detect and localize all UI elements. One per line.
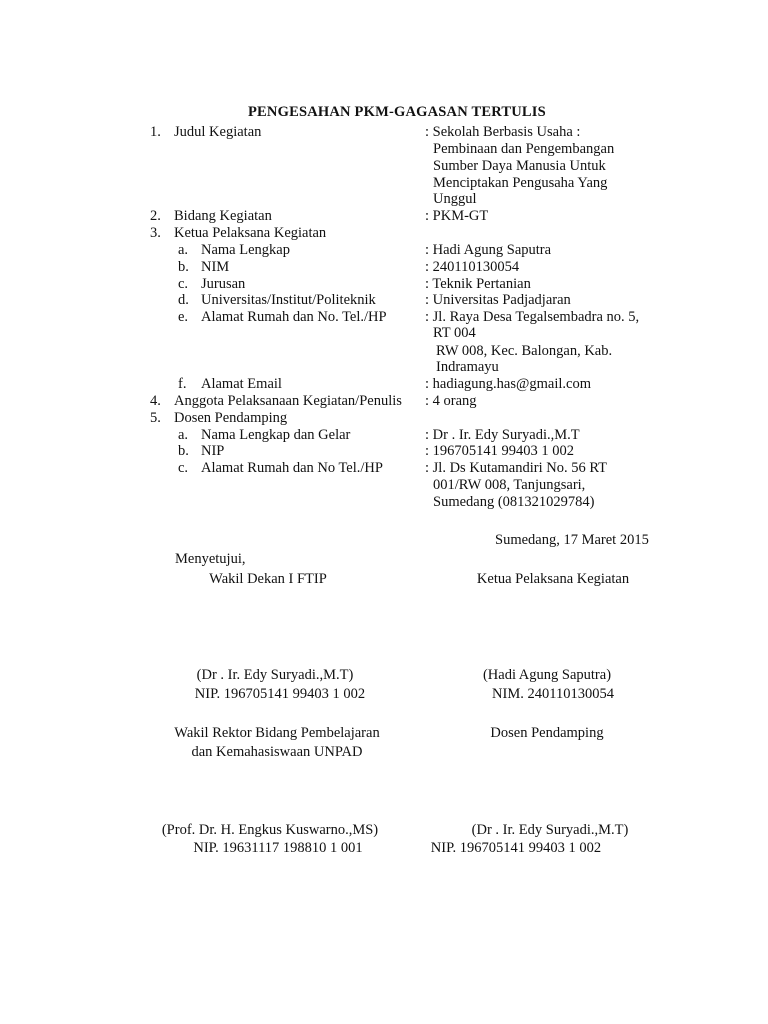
field-value: : Teknik Pertanian xyxy=(425,276,531,292)
field-value: Sumedang (081321029784) xyxy=(433,494,595,510)
signatory-name: (Hadi Agung Saputra) xyxy=(482,667,612,683)
field-value: : PKM-GT xyxy=(425,208,489,224)
sub-letter: a. xyxy=(178,427,189,443)
place-date: Sumedang, 17 Maret 2015 xyxy=(495,532,649,548)
signatory-name: (Prof. Dr. H. Engkus Kuswarno.,MS) xyxy=(161,822,379,838)
field-value: RT 004 xyxy=(433,325,476,341)
sub-letter: e. xyxy=(178,309,189,325)
signatory-role: Dosen Pendamping xyxy=(490,725,604,741)
field-value: : hadiagung.has@gmail.com xyxy=(425,376,591,392)
signatory-id: NIP. 196705141 99403 1 002 xyxy=(430,840,602,856)
signatory-name: (Dr . Ir. Edy Suryadi.,M.T) xyxy=(471,822,629,838)
sub-letter: c. xyxy=(178,276,189,292)
field-label: Alamat Rumah dan No Tel./HP xyxy=(201,460,383,476)
sub-letter: b. xyxy=(178,259,189,275)
sub-letter: a. xyxy=(178,242,189,258)
signatory-role: Wakil Rektor Bidang Pembelajaran xyxy=(174,725,380,741)
signatory-role: Ketua Pelaksana Kegiatan xyxy=(476,571,630,587)
item-number: 4. xyxy=(150,393,161,409)
field-label: Universitas/Institut/Politeknik xyxy=(201,292,376,308)
field-label: Judul Kegiatan xyxy=(174,124,262,140)
field-label: NIP xyxy=(201,443,225,459)
field-value: : 4 orang xyxy=(425,393,477,409)
signatory-role: dan Kemahasiswaan UNPAD xyxy=(191,744,363,760)
field-value: : Jl. Ds Kutamandiri No. 56 RT xyxy=(425,460,607,476)
field-label: Dosen Pendamping xyxy=(174,410,288,426)
signatory-id: NIM. 240110130054 xyxy=(492,686,614,702)
field-value: Indramayu xyxy=(436,359,499,375)
approval-label: Menyetujui, xyxy=(175,551,246,567)
field-value: : Sekolah Berbasis Usaha : xyxy=(425,124,581,140)
field-value: : Universitas Padjadjaran xyxy=(425,292,571,308)
field-label: Jurusan xyxy=(201,276,246,292)
item-number: 3. xyxy=(150,225,161,241)
signatory-id: NIP. 196705141 99403 1 002 xyxy=(194,686,366,702)
item-number: 1. xyxy=(150,124,161,140)
sub-letter: c. xyxy=(178,460,189,476)
field-value: : Jl. Raya Desa Tegalsembadra no. 5, xyxy=(425,309,640,325)
field-value: : 196705141 99403 1 002 xyxy=(425,443,575,459)
field-label: Nama Lengkap dan Gelar xyxy=(201,427,351,443)
signatory-id: NIP. 19631117 198810 1 001 xyxy=(193,840,363,856)
sub-letter: d. xyxy=(178,292,189,308)
item-number: 2. xyxy=(150,208,161,224)
field-value: RW 008, Kec. Balongan, Kab. xyxy=(436,343,613,359)
sub-letter: f. xyxy=(178,376,187,392)
field-value: : Hadi Agung Saputra xyxy=(425,242,552,258)
field-label: Anggota Pelaksanaan Kegiatan/Penulis xyxy=(174,393,402,409)
page-title: PENGESAHAN PKM-GAGASAN TERTULIS xyxy=(248,104,546,120)
field-value: 001/RW 008, Tanjungsari, xyxy=(433,477,586,493)
field-label: NIM xyxy=(201,259,230,275)
field-value: Unggul xyxy=(433,191,477,207)
field-value: : 240110130054 xyxy=(425,259,520,275)
field-label: Nama Lengkap xyxy=(201,242,290,258)
signatory-name: (Dr . Ir. Edy Suryadi.,M.T) xyxy=(196,667,354,683)
sub-letter: b. xyxy=(178,443,189,459)
item-number: 5. xyxy=(150,410,161,426)
field-value: Menciptakan Pengusaha Yang xyxy=(433,175,608,191)
field-label: Alamat Rumah dan No. Tel./HP xyxy=(201,309,387,325)
field-label: Bidang Kegiatan xyxy=(174,208,272,224)
field-value: Sumber Daya Manusia Untuk xyxy=(433,158,606,174)
signatory-role: Wakil Dekan I FTIP xyxy=(209,571,327,587)
field-value: : Dr . Ir. Edy Suryadi.,M.T xyxy=(425,427,580,443)
field-value: Pembinaan dan Pengembangan xyxy=(433,141,615,157)
field-label: Ketua Pelaksana Kegiatan xyxy=(174,225,327,241)
field-label: Alamat Email xyxy=(201,376,282,392)
